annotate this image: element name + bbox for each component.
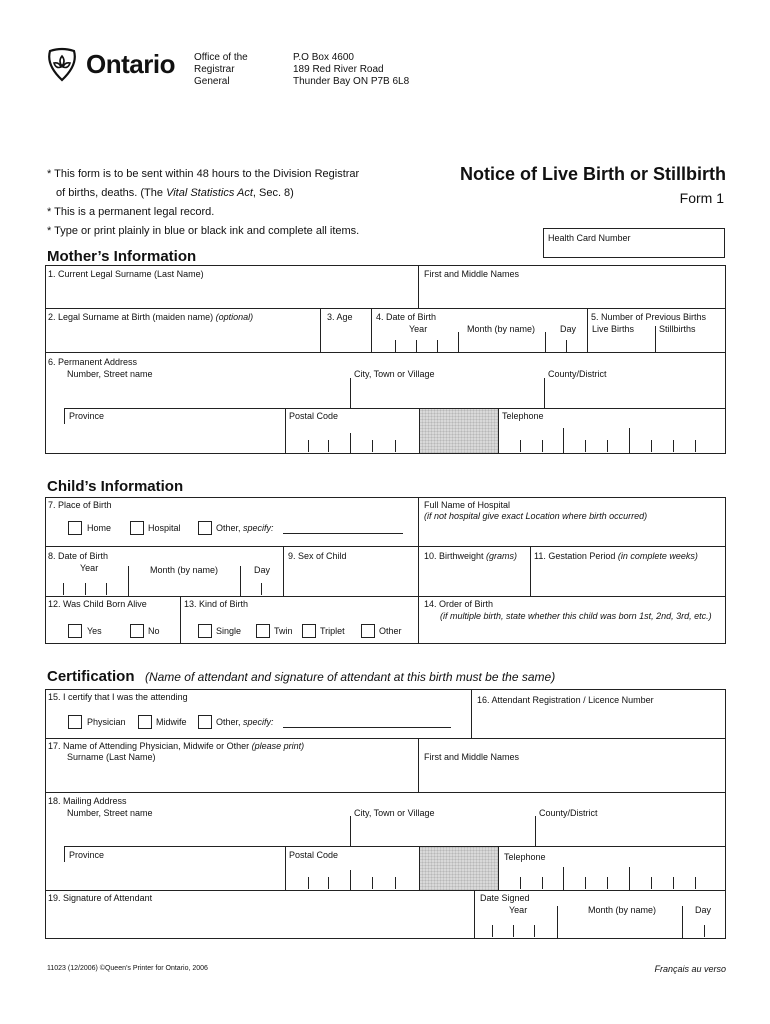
mother-city-label: City, Town or Village [354,369,435,379]
attendant-first-names-label: First and Middle Names [424,752,520,762]
cert-province-label: Province [69,850,105,860]
attendant-surname-label: Surname (Last Name) [67,752,156,762]
notes: * This form is to be sent within 48 hours to the Division Registrar of births, deaths. (The Vital Statistics Act, Sec. 8) * This is a permanent legal record. * Type or print plainly in blue or black ink and complete all items. [47,168,360,237]
date-signed-label: Date Signed [480,893,530,903]
order-of-birth-label: 14. Order of Birth [424,599,494,609]
mother-shaded-area [419,409,498,453]
child-dob-year-label: Year [80,563,99,573]
born-alive-no-checkbox[interactable] [130,624,144,638]
other-place-input[interactable] [283,533,403,534]
other-attendant-input[interactable] [283,727,451,728]
form-number: Form 1 [679,190,724,206]
mother-province-label: Province [69,411,105,421]
cert-telephone-label: Telephone [504,852,546,862]
certify-label: 15. I certify that I was the attending [48,692,188,702]
child-dob-day-label: Day [254,565,271,575]
other-place-label: Other, specify: [216,523,274,533]
mother-dob-label: 4. Date of Birth [376,312,437,322]
licence-number-label: 16. Attendant Registration / Licence Number [477,695,654,705]
mother-surname-input[interactable] [46,282,416,306]
twin-label: Twin [274,626,293,636]
cert-shaded-area [419,847,498,890]
attendant-name-label: 17. Name of Attending Physician, Midwife or Other (please print) [48,741,305,751]
triplet-checkbox[interactable] [302,624,316,638]
midwife-label: Midwife [156,717,187,727]
office-name: Office of the Registrar General [194,52,248,87]
trillium-icon [44,47,80,83]
sex-of-child-label: 9. Sex of Child [288,551,347,561]
certification-subtitle: (Name of attendant and signature of attendant at this birth must be the same) [144,670,556,684]
twin-checkbox[interactable] [256,624,270,638]
mother-postal-label: Postal Code [289,411,339,421]
birthweight-label: 10. Birthweight (grams) [424,551,518,561]
mother-first-names-label: First and Middle Names [424,269,520,279]
physician-checkbox[interactable] [68,715,82,729]
child-dob-month-label: Month (by name) [150,565,219,575]
born-alive-label: 12. Was Child Born Alive [48,599,147,609]
born-alive-no-label: No [148,626,160,636]
certification-title: Certification [47,668,135,685]
date-signed-day-label: Day [695,905,712,915]
childs-info-title: Child’s Information [47,478,184,495]
certification-title-row [47,668,555,686]
home-label: Home [87,523,112,533]
mailing-address-label: 18. Mailing Address [48,796,127,806]
live-births-label: Live Births [592,324,635,334]
cert-street-label: Number, Street name [67,808,153,818]
hospital-name-note: (if not hospital give exact Location where birth occurred) [424,511,648,521]
mother-dob-day-label: Day [560,324,577,334]
mother-dob-month-label: Month (by name) [467,324,536,334]
hospital-checkbox[interactable] [130,521,144,535]
physician-label: Physician [87,717,126,727]
form-code-footer: 11023 (12/2006) ©Queen’s Printer for Ontario, 2006 [47,965,208,972]
mother-dob-year-label: Year [409,324,428,334]
kind-of-birth-label: 13. Kind of Birth [184,599,249,609]
ontario-logo [44,45,174,85]
cert-postal-label: Postal Code [289,850,339,860]
other-attendant-label: Other, specify: [216,717,274,727]
mother-county-label: County/District [548,369,607,379]
health-card-label: Health Card Number [548,233,631,243]
born-alive-yes-label: Yes [87,626,102,636]
hospital-name-label: Full Name of Hospital [424,500,511,510]
midwife-checkbox[interactable] [138,715,152,729]
mother-telephone-label: Telephone [502,411,544,421]
other-kind-checkbox[interactable] [361,624,375,638]
other-kind-label: Other [379,626,402,636]
single-checkbox[interactable] [198,624,212,638]
mother-first-names-input[interactable] [420,282,724,306]
place-of-birth-label: 7. Place of Birth [48,500,112,510]
mother-surname-label: 1. Current Legal Surname (Last Name) [48,269,204,279]
other-attendant-checkbox[interactable] [198,715,212,729]
logo-text: Ontario [86,49,175,79]
french-version-note: Français au verso [654,964,726,974]
mother-street-label: Number, Street name [67,369,153,379]
order-of-birth-note: (if multiple birth, state whether this child was born 1st, 2nd, 3rd, etc.) [440,611,712,621]
single-label: Single [216,626,242,636]
hospital-label: Hospital [148,523,181,533]
cert-county-label: County/District [539,808,598,818]
other-place-checkbox[interactable] [198,521,212,535]
date-signed-month-label: Month (by name) [588,905,657,915]
mother-age-label: 3. Age [327,312,353,322]
home-checkbox[interactable] [68,521,82,535]
mother-address-label: 6. Permanent Address [48,357,138,367]
cert-city-label: City, Town or Village [354,808,435,818]
child-dob-label: 8. Date of Birth [48,551,109,561]
gestation-label: 11. Gestation Period (in complete weeks) [534,551,698,561]
mother-maiden-label: 2. Legal Surname at Birth (maiden name) (optional) [48,312,254,322]
form-title: Notice of Live Birth or Stillbirth [459,164,726,184]
signature-label: 19. Signature of Attendant [48,893,153,903]
born-alive-yes-checkbox[interactable] [68,624,82,638]
previous-births-label: 5. Number of Previous Births [591,312,707,322]
triplet-label: Triplet [320,626,345,636]
stillbirths-label: Stillbirths [659,324,696,334]
mothers-info-title: Mother’s Information [47,248,197,265]
health-card-field[interactable] [543,228,725,258]
office-address: P.O Box 4600 189 Red River Road Thunder Bay ON P7B 6L8 [293,52,410,87]
date-signed-year-label: Year [509,905,528,915]
